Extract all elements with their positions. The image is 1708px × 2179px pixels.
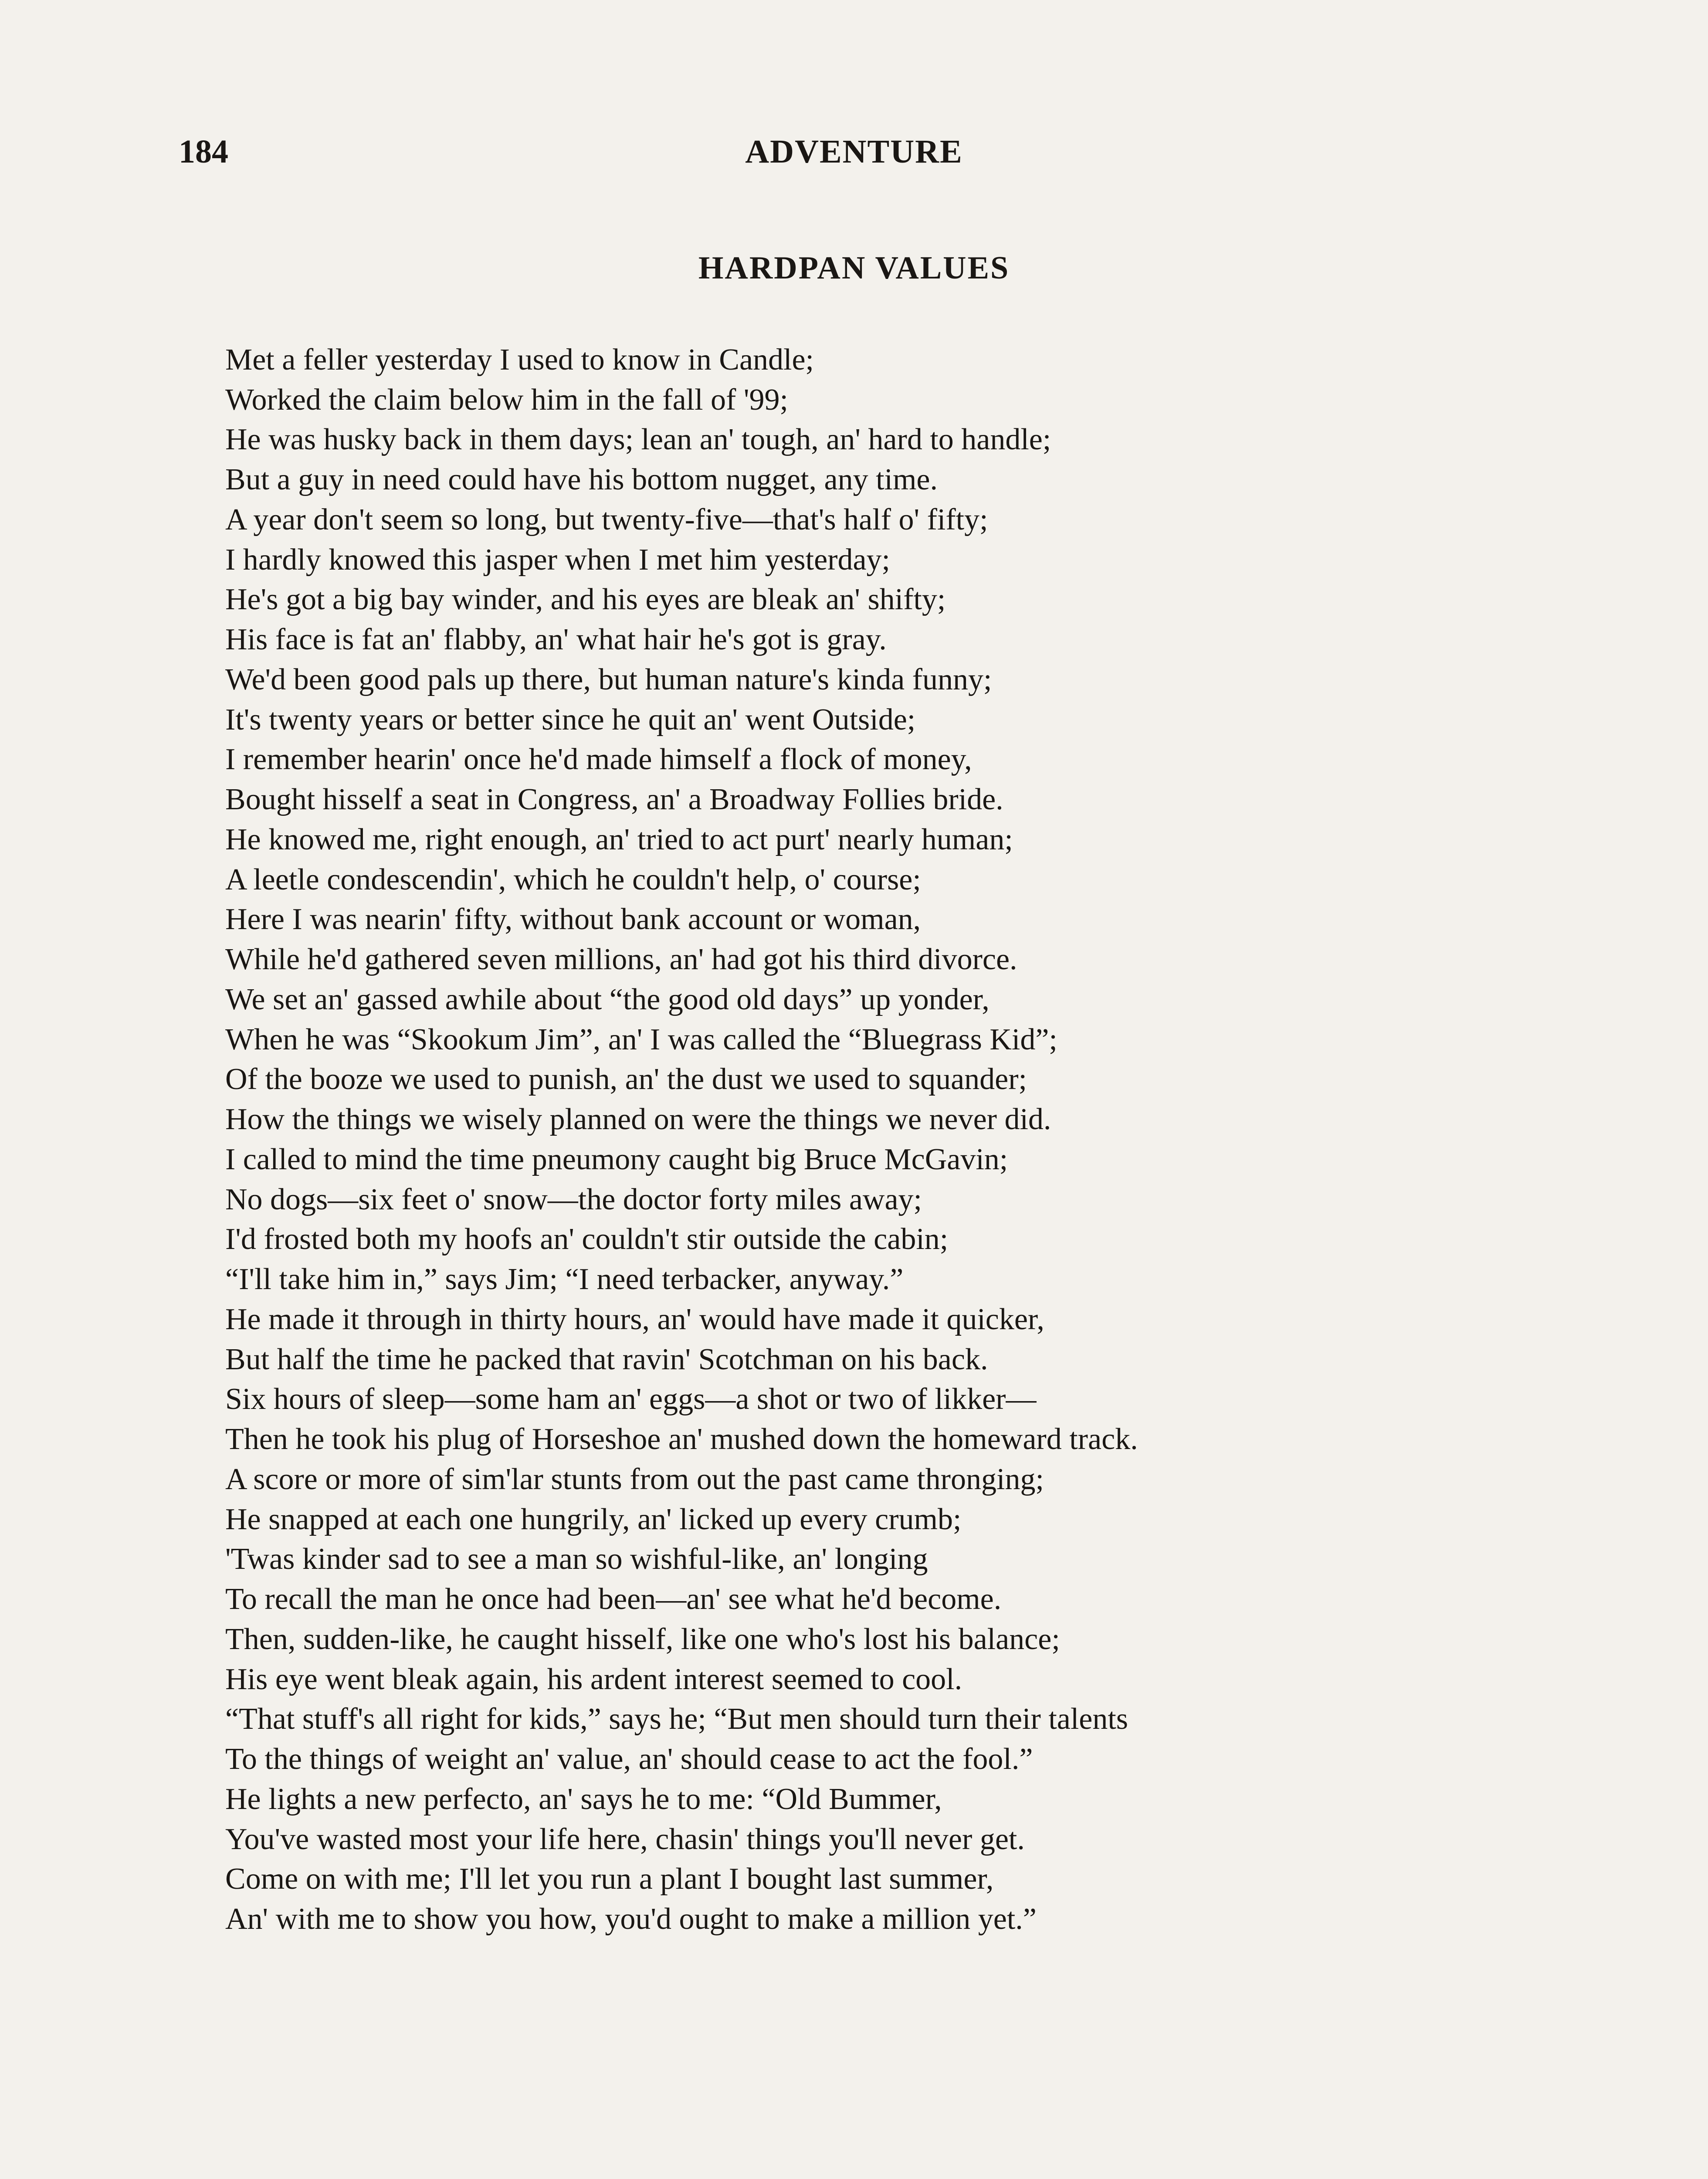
poem-line: A leetle condescendin', which he couldn't help, o' course; [225, 862, 921, 896]
running-head: ADVENTURE [745, 133, 963, 170]
poem-line: 'Twas kinder sad to see a man so wishful-like, an' longing [225, 1542, 928, 1576]
page-number: 184 [179, 133, 228, 170]
poem-line: Here I was nearin' fifty, without bank account or woman, [225, 903, 921, 937]
poem-line: Then he took his plug of Horseshoe an' mushed down the homeward track. [225, 1422, 1138, 1456]
poem-line: To recall the man he once had been—an' see what he'd become. [225, 1582, 1002, 1616]
poem-line: Come on with me; I'll let you run a plant I bought last summer, [225, 1862, 994, 1896]
poem-line: No dogs—six feet o' snow—the doctor forty miles away; [225, 1182, 922, 1216]
poem-line: He knowed me, right enough, an' tried to act purt' nearly human; [225, 823, 1013, 856]
stanza-6 [225, 1140, 1663, 1300]
poem-line: An' with me to show you how, you'd ought to make a million yet.” [225, 1902, 1037, 1936]
stanza-7 [225, 1300, 1663, 1459]
poem-line: Then, sudden-like, he caught hisself, like one who's lost his balance; [225, 1622, 1060, 1656]
poem-body [225, 340, 1663, 1939]
stanza-9 [225, 1619, 1663, 1779]
poem-line: He was husky back in them days; lean an' tough, an' hard to handle; [225, 423, 1051, 457]
poem-line: “I'll take him in,” says Jim; “I need terbacker, anyway.” [225, 1263, 904, 1297]
poem-line: It's twenty years or better since he quit an' went Outside; [225, 703, 916, 737]
poem-line: But a guy in need could have his bottom nugget, any time. [225, 463, 938, 497]
stanza-5 [225, 980, 1663, 1140]
stanza-10 [225, 1779, 1663, 1939]
stanza-8 [225, 1459, 1663, 1619]
poem-line: I called to mind the time pneumony caught big Bruce McGavin; [225, 1143, 1008, 1176]
poem-line: His face is fat an' flabby, an' what hair he's got is gray. [225, 623, 887, 657]
poem-line: I'd frosted both my hoofs an' couldn't stir outside the cabin; [225, 1222, 949, 1256]
stanza-2 [225, 500, 1663, 660]
poem-line: A year don't seem so long, but twenty-five—that's half o' fifty; [225, 503, 988, 536]
poem-line: When he was “Skookum Jim”, an' I was called the “Bluegrass Kid”; [225, 1022, 1057, 1056]
poem-title: HARDPAN VALUES [698, 250, 1010, 286]
poem-line: “That stuff's all right for kids,” says he; “But men should turn their talents [225, 1702, 1128, 1736]
poem-line: Worked the claim below him in the fall of '99; [225, 383, 788, 417]
poem-line: While he'd gathered seven millions, an' had got his third divorce. [225, 943, 1017, 977]
poem-line: Bought hisself a seat in Congress, an' a Broadway Follies bride. [225, 783, 1003, 817]
stanza-3 [225, 660, 1663, 820]
stanza-4 [225, 820, 1663, 980]
poem-line: How the things we wisely planned on were the things we never did. [225, 1103, 1051, 1137]
poem-line: We'd been good pals up there, but human nature's kinda funny; [225, 663, 992, 696]
poem-line: He's got a big bay winder, and his eyes are bleak an' shifty; [225, 583, 946, 617]
poem-line: His eye went bleak again, his ardent interest seemed to cool. [225, 1662, 962, 1696]
poem-line: I remember hearin' once he'd made himself a flock of money, [225, 743, 972, 777]
poem-line: Of the booze we used to punish, an' the dust we used to squander; [225, 1062, 1027, 1096]
poem-line: But half the time he packed that ravin' Scotchman on his back. [225, 1342, 988, 1376]
poem-line: Six hours of sleep—some ham an' eggs—a shot or two of likker— [225, 1382, 1037, 1416]
poem-line: He lights a new perfecto, an' says he to me: “Old Bummer, [225, 1782, 942, 1816]
poem-line: I hardly knowed this jasper when I met him yesterday; [225, 543, 890, 577]
poem-line: You've wasted most your life here, chasin' things you'll never get. [225, 1822, 1025, 1856]
poem-line: A score or more of sim'lar stunts from out the past came thronging; [225, 1463, 1044, 1496]
poem-line: We set an' gassed awhile about “the good old days” up yonder, [225, 983, 990, 1016]
poem-line: He snapped at each one hungrily, an' licked up every crumb; [225, 1502, 962, 1536]
stanza-1 [225, 340, 1663, 500]
poem-line: He made it through in thirty hours, an' would have made it quicker, [225, 1303, 1044, 1336]
poem-line: Met a feller yesterday I used to know in Candle; [225, 343, 814, 377]
poem-line: To the things of weight an' value, an' should cease to act the fool.” [225, 1742, 1033, 1776]
